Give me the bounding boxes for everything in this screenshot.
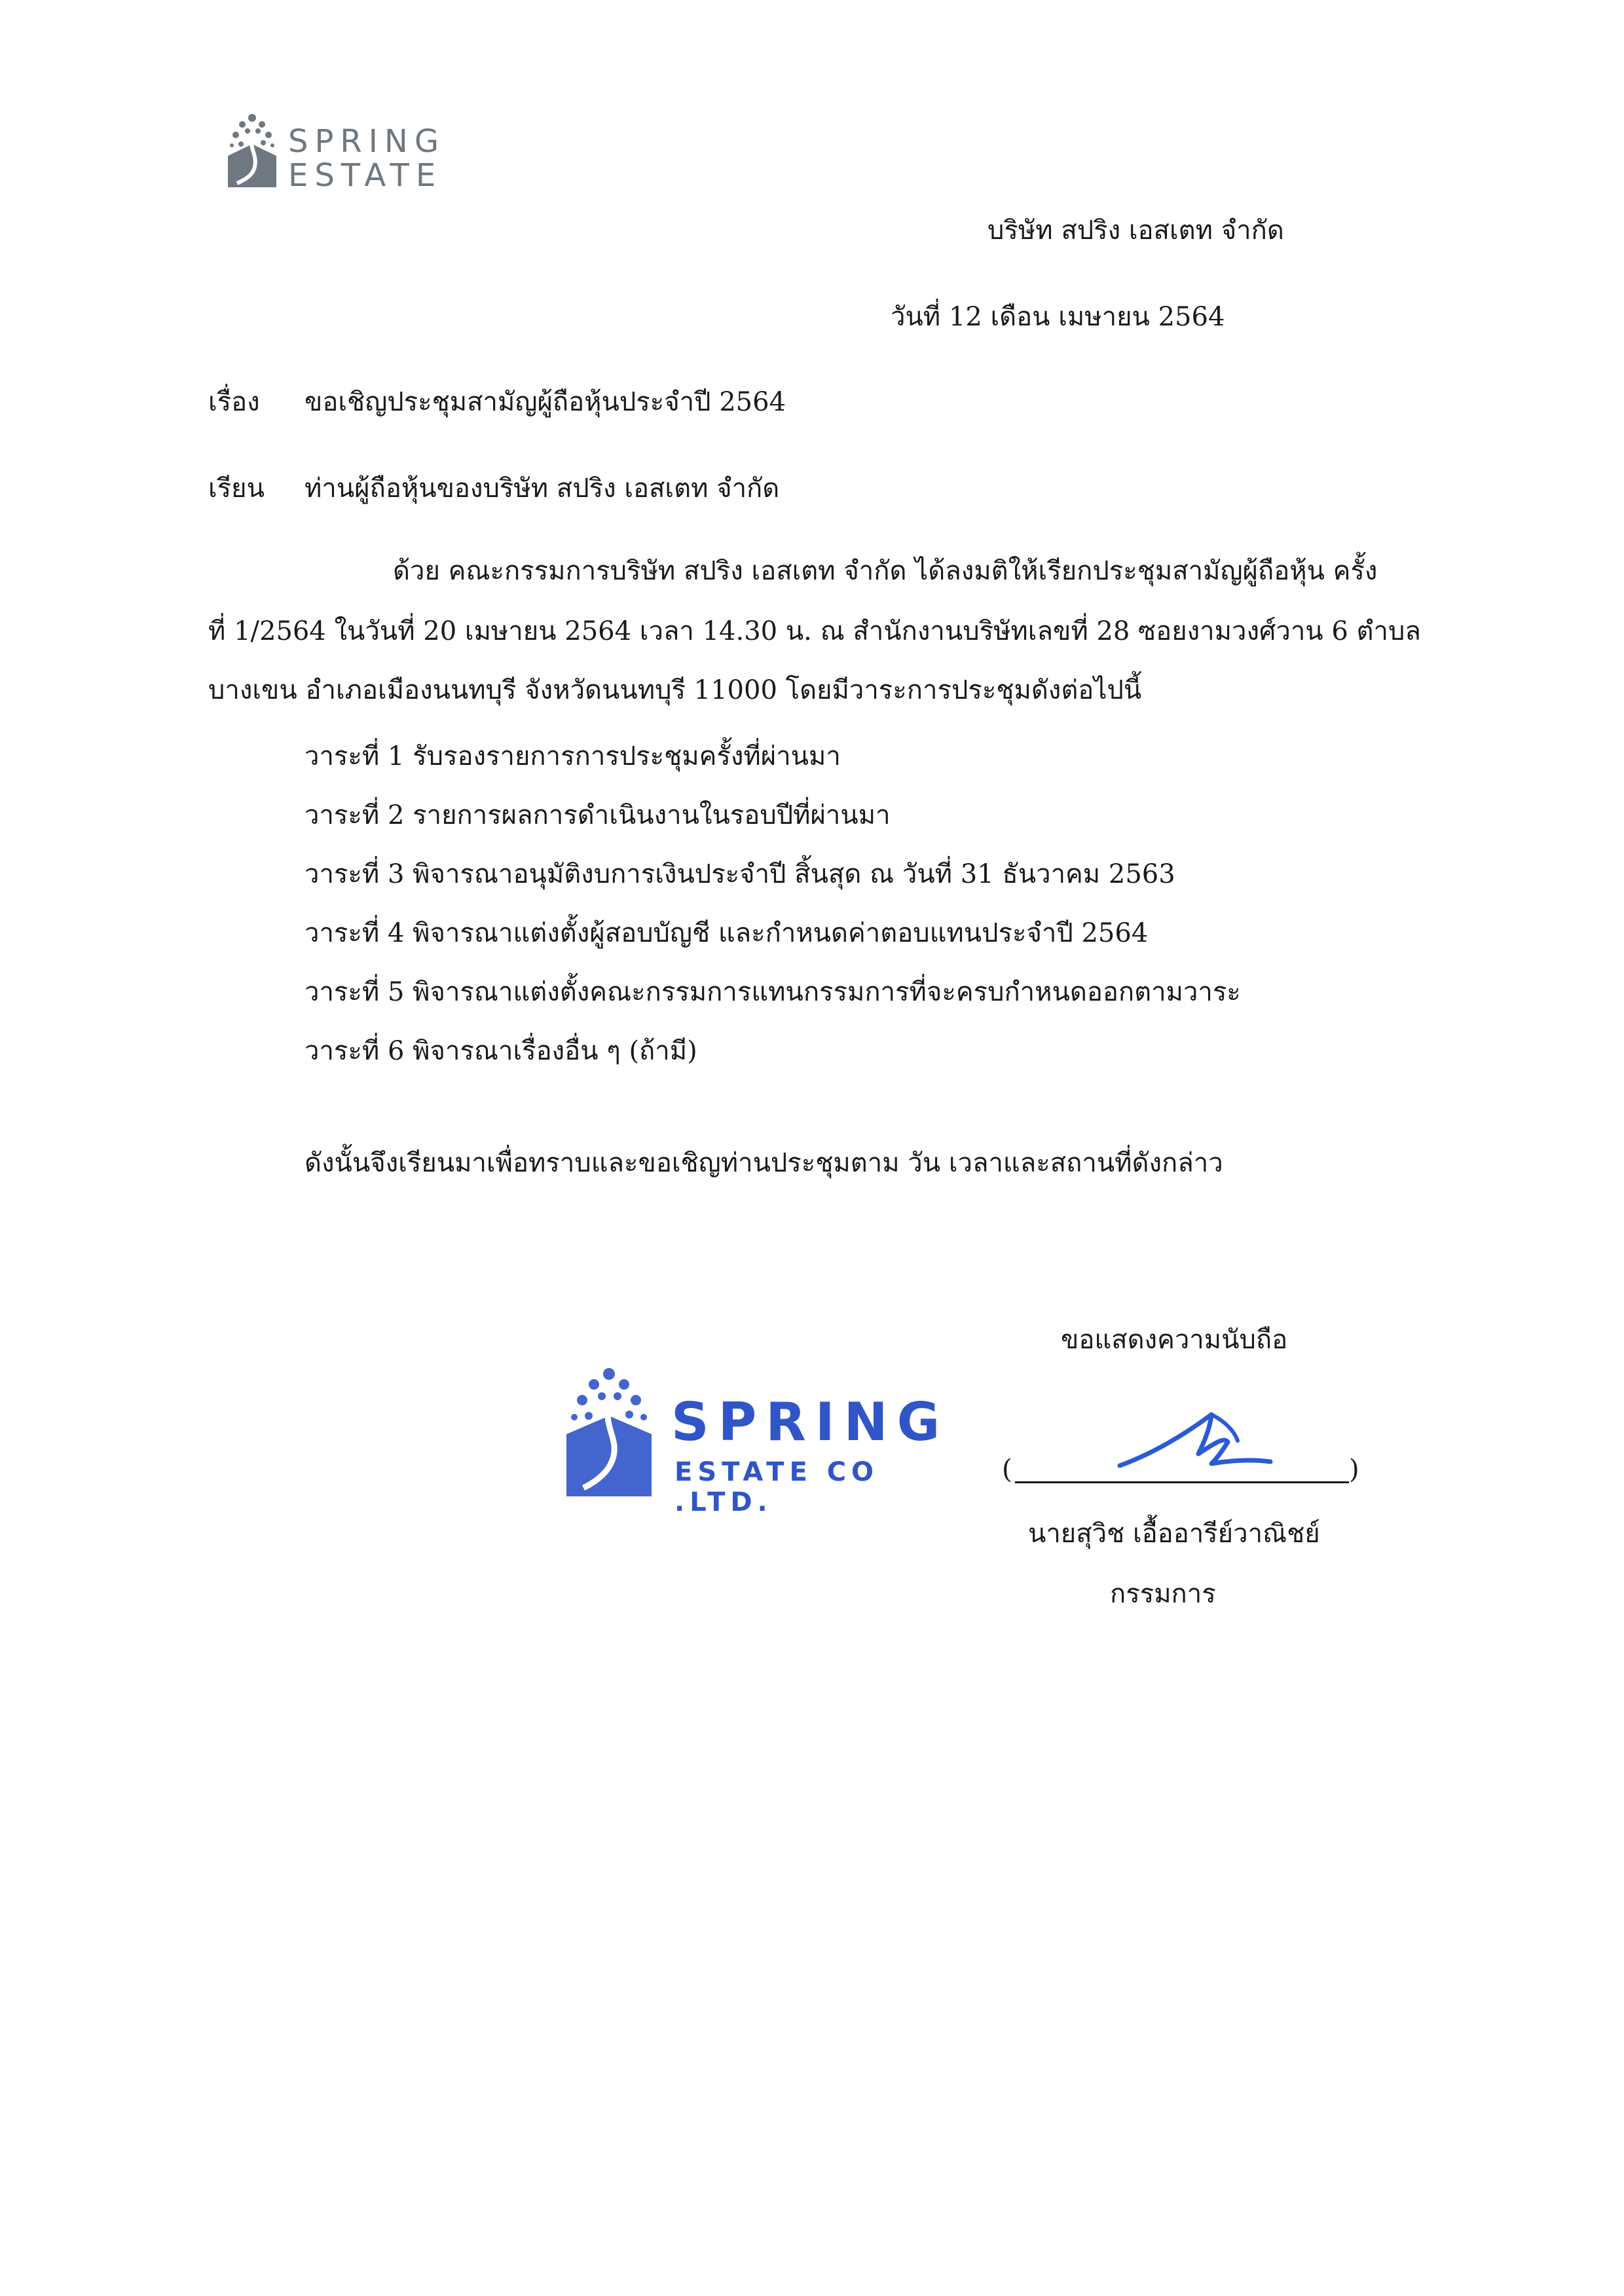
body-line-2: ที่ 1/2564 ในวันที่ 20 เมษายน 2564 เวลา 14.30 น. ณ สำนักงานบริษัทเลขที่ 28 ซอยงามวงศ์วาน 6 ตำบล: [208, 616, 1421, 646]
recipient-text: ท่านผู้ถือหุ้นของบริษัท สปริง เอสเตท จำกัด: [304, 473, 780, 504]
logo-line-spring: SPRING: [288, 123, 446, 160]
company-logo: [223, 110, 458, 195]
subject-label: เรื่อง: [208, 387, 260, 417]
agenda-item-3: วาระที่ 3 พิจารณาอนุมัติงบการเงินประจำปี สิ้นสุด ณ วันที่ 31 ธันวาคม 2563: [304, 859, 1175, 889]
body-line-3: บางเขน อำเภอเมืองนนทบุรี จังหวัดนนทบุรี 11000 โดยมีวาระการประชุมดังต่อไปนี้: [208, 675, 1142, 705]
agenda-item-5: วาระที่ 5 พิจารณาแต่งตั้งคณะกรรมการแทนกรรมการที่จะครบกำหนดออกตามวาระ: [304, 977, 1241, 1007]
recipient-label: เรียน: [208, 473, 265, 504]
letter-date: วันที่ 12 เดือน เมษายน 2564: [891, 302, 1225, 332]
signature-paren-open: (: [1002, 1454, 1012, 1485]
agenda-item-1: วาระที่ 1 รับรองรายการการประชุมครั้งที่ผ่านมา: [304, 741, 841, 771]
company-stamp: [560, 1362, 953, 1519]
subject-text: ขอเชิญประชุมสามัญผู้ถือหุ้นประจำปี 2564: [304, 387, 786, 417]
signature-paren-close: ): [1349, 1454, 1359, 1485]
agenda-item-6: วาระที่ 6 พิจารณาเรื่องอื่น ๆ (ถ้ามี): [304, 1036, 697, 1066]
body-line-1: ด้วย คณะกรรมการบริษัท สปริง เอสเตท จำกัด ได้ลงมติให้เรียกประชุมสามัญผู้ถือหุ้น ครั้ง: [393, 556, 1378, 586]
stamp-tree-icon: [560, 1362, 658, 1500]
regards-text: ขอแสดงความนับถือ: [1061, 1325, 1288, 1355]
logo-line-estate: ESTATE: [288, 157, 443, 194]
signature-line: [1015, 1481, 1349, 1483]
closing-text: ดังนั้นจึงเรียนมาเพื่อทราบและขอเชิญท่านประชุมตาม วัน เวลาและสถานที่ดังกล่าว: [304, 1148, 1223, 1178]
agenda-item-4: วาระที่ 4 พิจารณาแต่งตั้งผู้สอบบัญชี และกำหนดค่าตอบแทนประจำปี 2564: [304, 918, 1149, 948]
company-name: บริษัท สปริง เอสเตท จำกัด: [987, 215, 1284, 246]
agenda-item-2: วาระที่ 2 รายการผลการดำเนินงานในรอบปีที่ผ่านมา: [304, 800, 891, 830]
signer-name: นายสุวิช เอื้ออารีย์วาณิชย์: [1028, 1519, 1320, 1549]
signer-position: กรรมการ: [1110, 1579, 1216, 1609]
tree-logo-icon: [223, 110, 282, 189]
stamp-line-estate: ESTATE CO .LTD.: [674, 1457, 879, 1517]
signature-icon: [1113, 1401, 1283, 1480]
stamp-line-spring: SPRING: [671, 1392, 950, 1453]
